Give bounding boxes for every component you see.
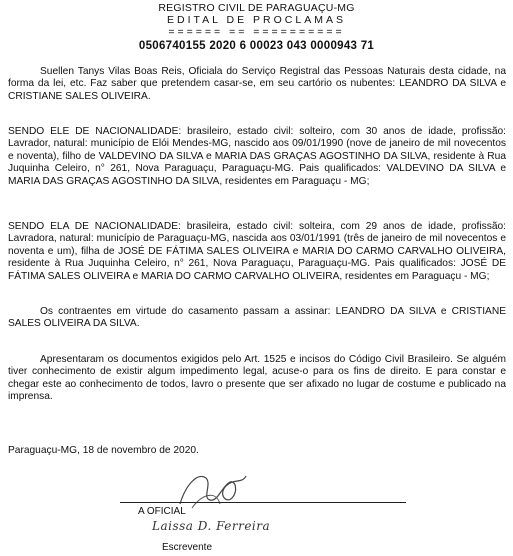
registry-title: REGISTRO CIVIL DE PARAGUAÇU-MG — [158, 2, 355, 14]
documents-paragraph: Apresentaram os documentos exigidos pelo Art. 1525 e incisos do Código Civil Brasileiro. Se alguém tiver conhecimento de existir algum impedimento legal, acuse-o para os fins de direito. E para constar e chegar este ao conhecimento de todos, lavro o presente que ser afixado no lugar de costume e publicado na imprensa. — [8, 354, 506, 403]
contractants-paragraph: Os contraentes em virtude do casamento passam a assinar: LEANDRO DA SILVA e CRISTIANE SALES OLIVEIRA DA SILVA. — [8, 306, 506, 330]
document-date: Paraguaçu-MG, 18 de novembro de 2020. — [8, 445, 199, 456]
signature-name: Laissa D. Ferreira — [152, 519, 271, 533]
signature-line — [120, 502, 406, 503]
groom-paragraph: SENDO ELE DE NACIONALIDADE: brasileiro, estado civil: solteiro, com 30 anos de idade, profissão: Lavrador, natural: município de Elói Mendes-MG, nascido aos 09/01/1990 (nove de janeiro de mil novecentos e noventa), filho de VALDEVINO DA SILVA e MARIA DAS GRAÇAS AGOSTINHO DA SILVA, residente à Rua Juquinha Celeiro, n° 261, Nova Paraguaçu, Paraguaçu-MG. Pais qualificados: VALDEVINO DA SILVA e MARIA DAS GRAÇAS AGOSTINHO DA SILVA, residentes em Paraguaçu - MG; — [8, 126, 506, 187]
signature-block — [120, 460, 410, 556]
title-underline: ====== == ========== — [168, 26, 345, 38]
signature-role: A OFICIAL — [138, 506, 186, 517]
bride-paragraph: SENDO ELA DE NACIONALIDADE: brasileira, estado civil: solteira, com 29 anos de idade, profissão: Lavradora, natural: município de Paraguaçu-MG, nascida aos 03/01/1991 (três de janeiro de mil novecentos e noventa e um), filha de JOSÉ DE FÁTIMA SALES OLIVEIRA e MARIA DO CARMO CARVALHO OLIVEIRA, residente à Rua Juquinha Celeiro, n° 261, Nova Paraguaçu, Paraguaçu-MG. Pais qualificados: JOSÉ DE FÁTIMA SALES OLIVEIRA e MARIA DO CARMO CARVALHO OLIVEIRA, residentes em Paraguaçu - MG; — [8, 221, 506, 282]
intro-paragraph: Suellen Tanys Vilas Boas Reis, Oficiala do Serviço Registral das Pessoas Naturais desta cidade, na forma da lei, etc. Faz saber que pretendem casar-se, em seu cartório os nubentes: LEANDRO DA SILVA e CRISTIANE SALES OLIVEIRA. — [8, 66, 506, 102]
signature-title: Escrevente — [162, 542, 213, 553]
document-number: 0506740155 2020 6 00023 043 0000943 71 — [138, 40, 375, 52]
edital-title: EDITAL DE PROCLAMAS — [167, 14, 346, 26]
